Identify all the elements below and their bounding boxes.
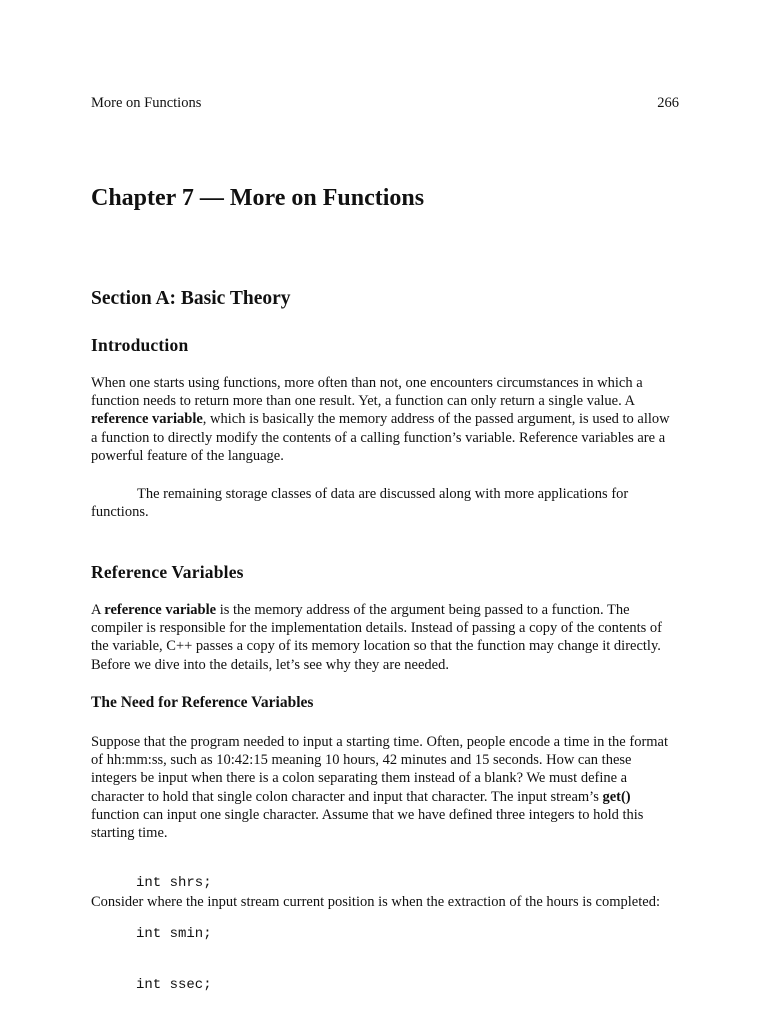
refvar-p1-text-after: is the memory address of the argument being passed to a function. The compiler is responsible for the implementation details. Instead of passing a copy of the contents of the variable, C++ passes a copy of its memory location so that the function may change it directly. Before we dive into the details, let’s see why they are needed.	[91, 602, 662, 673]
running-title: More on Functions	[91, 95, 202, 111]
need-paragraph-2: Consider where the input stream current position is when the extraction of the hours is completed:	[91, 894, 660, 910]
refvar-p1-bold-term: reference variable	[104, 602, 217, 618]
introduction-heading: Introduction	[91, 335, 189, 355]
code-line: int smin;	[136, 926, 212, 942]
reference-variables-paragraph	[91, 601, 679, 674]
need-p1-text-after: function can input one single character. Assume that we have defined three integers to hold this starting time.	[91, 806, 644, 842]
intro-p1-bold-term: reference variable	[91, 411, 203, 428]
need-p1-bold-term: get()	[602, 788, 631, 805]
code-block	[136, 841, 436, 1028]
need-heading: The Need for Reference Variables	[91, 694, 314, 711]
page-number: 266	[657, 95, 679, 111]
introduction-paragraph-2: The remaining storage classes of data are discussed along with more applications for functions.	[91, 486, 629, 521]
section-title: Section A: Basic Theory	[91, 288, 291, 309]
refvar-p1-text-before: A	[91, 602, 105, 618]
intro-p1-text-after: , which is basically the memory address of the passed argument, is used to allow a function to directly modify the contents of a calling function’s variable. Reference variables are a powerful feature of the language.	[91, 411, 670, 464]
code-line: int shrs;	[136, 875, 212, 891]
need-paragraph-1	[91, 733, 679, 842]
code-line: int ssec;	[136, 977, 212, 993]
introduction-paragraph-1	[91, 374, 679, 465]
running-header	[91, 93, 679, 113]
chapter-title: Chapter 7 — More on Functions	[91, 185, 425, 211]
reference-variables-heading: Reference Variables	[91, 562, 244, 582]
intro-p1-text-before: When one starts using functions, more often than not, one encounters circumstances in which a function needs to return more than one result. Yet, a function can only return a single value. A	[91, 375, 643, 410]
need-p1-text-before: Suppose that the program needed to input a starting time. Often, people encode a time in the format of hh:mm:ss, such as 10:42:15 meaning 10 hours, 42 minutes and 15 seconds. How can these integers be input when there is a colon separating them instead of a blank? We must define a character to hold that single colon character and input that character. The input stream’s	[91, 734, 669, 805]
